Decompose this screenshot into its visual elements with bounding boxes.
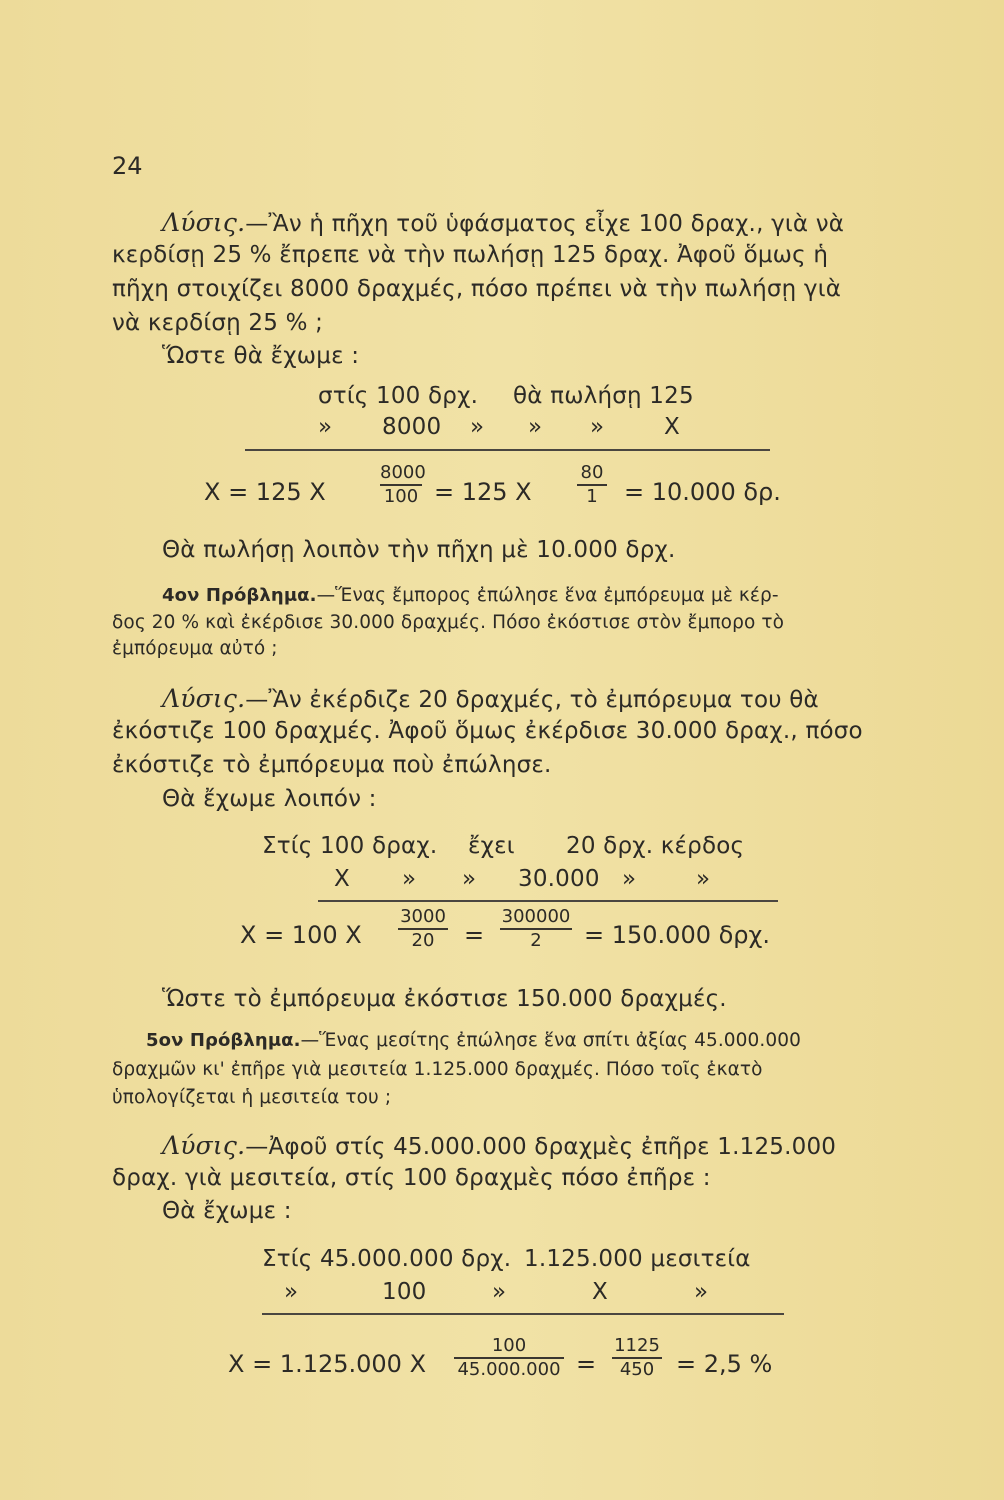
rule-of-three-row-2-c1: »	[318, 414, 333, 440]
solution-text: —Ἀφοῦ στίς 45.000.000 δραχμὲς ἐπῆρε 1.125.000	[245, 1134, 837, 1160]
fraction-numerator: 80	[580, 462, 604, 483]
page-number: 24	[112, 152, 143, 180]
fraction-denominator: 45.000.000	[457, 1359, 561, 1380]
rule-of-three-row-1-right: θὰ πωλήσῃ 125	[513, 383, 694, 409]
divider-rule	[245, 449, 770, 451]
formula-rhs: = 150.000 δρχ.	[584, 921, 771, 949]
rule-of-three-row-2-c6: »	[696, 866, 711, 892]
rule-of-three-row-2-c3: »	[462, 866, 477, 892]
fraction	[500, 907, 572, 951]
rule-of-three-row-1-right: 1.125.000 μεσιτεία	[524, 1246, 751, 1272]
solution-1-line-3: πῆχη στοιχίζει 8000 δραχμές, πόσο πρέπει νὰ τὴν πωλήσῃ γιὰ	[112, 276, 842, 302]
fraction-denominator: 450	[619, 1359, 655, 1380]
solution-label: Λύσις.	[162, 684, 246, 713]
problem-4-line-3: ἐμπόρευμα αὐτό ;	[112, 638, 278, 659]
fraction-numerator: 3000	[400, 906, 446, 927]
solution-1-line-1	[162, 208, 844, 237]
solution-2-line-4: Θὰ ἔχωμε λοιπόν :	[162, 786, 377, 812]
rule-of-three-row-2-c4: »	[528, 414, 543, 440]
fraction-denominator: 100	[383, 486, 419, 507]
rule-of-three-row-2-c5: »	[590, 414, 605, 440]
fraction	[380, 462, 426, 507]
formula-rhs: = 2,5 %	[676, 1350, 773, 1378]
rule-of-three-row-2-c5: »	[622, 866, 637, 892]
fraction-denominator: 2	[530, 930, 542, 951]
rule-of-three-row-1-left: στίς 100 δρχ.	[318, 383, 479, 409]
rule-of-three-row-2-c1: X	[334, 866, 350, 892]
formula-lhs: X = 100 X	[240, 921, 362, 949]
divider-rule	[318, 900, 778, 902]
rule-of-three-row-1-c1: Στίς 100 δραχ.	[262, 833, 438, 859]
solution-1-conclusion: Θὰ πωλήσῃ λοιπὸν τὴν πῆχη μὲ 10.000 δρχ.	[162, 537, 676, 563]
rule-of-three-row-2-c6: X	[664, 414, 680, 440]
problem-5-line-1	[146, 1030, 801, 1051]
problem-5-line-2: δραχμῶν κι' ἐπῆρε γιὰ μεσιτεία 1.125.000 δραχμές. Πόσο τοῖς ἑκατὸ	[112, 1059, 763, 1080]
solution-label: Λύσις.	[162, 208, 246, 237]
problem-text: —Ἕνας μεσίτης ἐπώλησε ἕνα σπίτι ἀξίας 45.000.000	[300, 1030, 802, 1051]
formula-rhs: = 10.000 δρ.	[624, 478, 781, 506]
rule-of-three-row-2-c3: »	[492, 1279, 507, 1305]
solution-2-conclusion: Ὥστε τὸ ἐμπόρευμα ἐκόστισε 150.000 δραχμές.	[162, 986, 727, 1012]
solution-3-line-1	[162, 1131, 836, 1160]
problem-label: 5ον Πρόβλημα.	[146, 1030, 301, 1051]
solution-1-line-2: κερδίσῃ 25 % ἔπρεπε νὰ τὴν πωλήσῃ 125 δραχ. Ἀφοῦ ὅμως ἡ	[112, 242, 829, 268]
problem-label: 4ον Πρόβλημα.	[162, 585, 317, 606]
fraction-denominator: 20	[411, 930, 435, 951]
fraction-numerator: 100	[491, 1335, 527, 1356]
fraction-denominator: 1	[586, 486, 598, 507]
solution-text: —Ἂν ἐκέρδιζε 20 δραχμές, τὸ ἐμπόρευμα του θὰ	[245, 687, 819, 713]
fraction	[454, 1336, 564, 1380]
rule-of-three-row-1-left: Στίς 45.000.000 δρχ.	[262, 1246, 512, 1272]
formula-equals: =	[464, 921, 485, 949]
rule-of-three-row-2-c2: »	[402, 866, 417, 892]
solution-text: —Ἂν ἡ πῆχη τοῦ ὑφάσματος εἶχε 100 δραχ., γιὰ νὰ	[245, 211, 845, 237]
rule-of-three-row-2-c2: 8000	[382, 414, 442, 440]
problem-4-line-1	[162, 585, 779, 606]
rule-of-three-row-2-c3: »	[470, 414, 485, 440]
rule-of-three-row-2-c5: »	[694, 1279, 709, 1305]
solution-2-line-3: ἐκόστιζε τὸ ἐμπόρευμα ποὺ ἐπώλησε.	[112, 752, 552, 778]
divider-rule	[262, 1313, 784, 1315]
solution-1-line-5: Ὥστε θὰ ἔχωμε :	[162, 343, 360, 369]
problem-5-line-3: ὑπολογίζεται ἡ μεσιτεία του ;	[112, 1087, 392, 1108]
rule-of-three-row-2-c4: 30.000	[518, 866, 600, 892]
rule-of-three-row-1-c3: 20 δρχ. κέρδος	[566, 833, 745, 859]
solution-2-line-2: ἐκόστιζε 100 δραχμές. Ἀφοῦ ὅμως ἐκέρδισε 30.000 δραχ., πόσο	[112, 718, 863, 744]
fraction-numerator: 300000	[501, 906, 571, 927]
fraction	[612, 1336, 662, 1380]
rule-of-three-row-2-c1: »	[284, 1279, 299, 1305]
rule-of-three-row-1-c2: ἔχει	[468, 833, 515, 859]
solution-label: Λύσις.	[162, 1131, 246, 1160]
solution-2-line-1	[162, 684, 819, 713]
rule-of-three-row-2-c4: X	[592, 1279, 608, 1305]
problem-4-line-2: δος 20 % καὶ ἐκέρδισε 30.000 δραχμές. Πόσο ἐκόστισε στὸν ἔμπορο τὸ	[112, 612, 784, 633]
solution-3-line-3: Θὰ ἔχωμε :	[162, 1198, 292, 1224]
rule-of-three-row-2-c2: 100	[382, 1279, 427, 1305]
fraction	[398, 907, 448, 951]
formula-middle: = 125 X	[434, 478, 532, 506]
formula-lhs: X = 125 X	[204, 478, 326, 506]
formula-equals: =	[576, 1350, 597, 1378]
solution-1-line-4: νὰ κερδίσῃ 25 % ;	[112, 310, 324, 336]
formula-lhs: X = 1.125.000 X	[228, 1350, 427, 1378]
fraction	[577, 463, 607, 507]
problem-text: —Ἕνας ἔμπορος ἐπώλησε ἕνα ἐμπόρευμα μὲ κέρ-	[316, 585, 779, 606]
solution-3-line-2: δραχ. γιὰ μεσιτεία, στίς 100 δραχμὲς πόσο ἐπῆρε :	[112, 1165, 711, 1191]
fraction-numerator: 1125	[614, 1335, 660, 1356]
fraction-numerator: 8000	[380, 462, 426, 483]
